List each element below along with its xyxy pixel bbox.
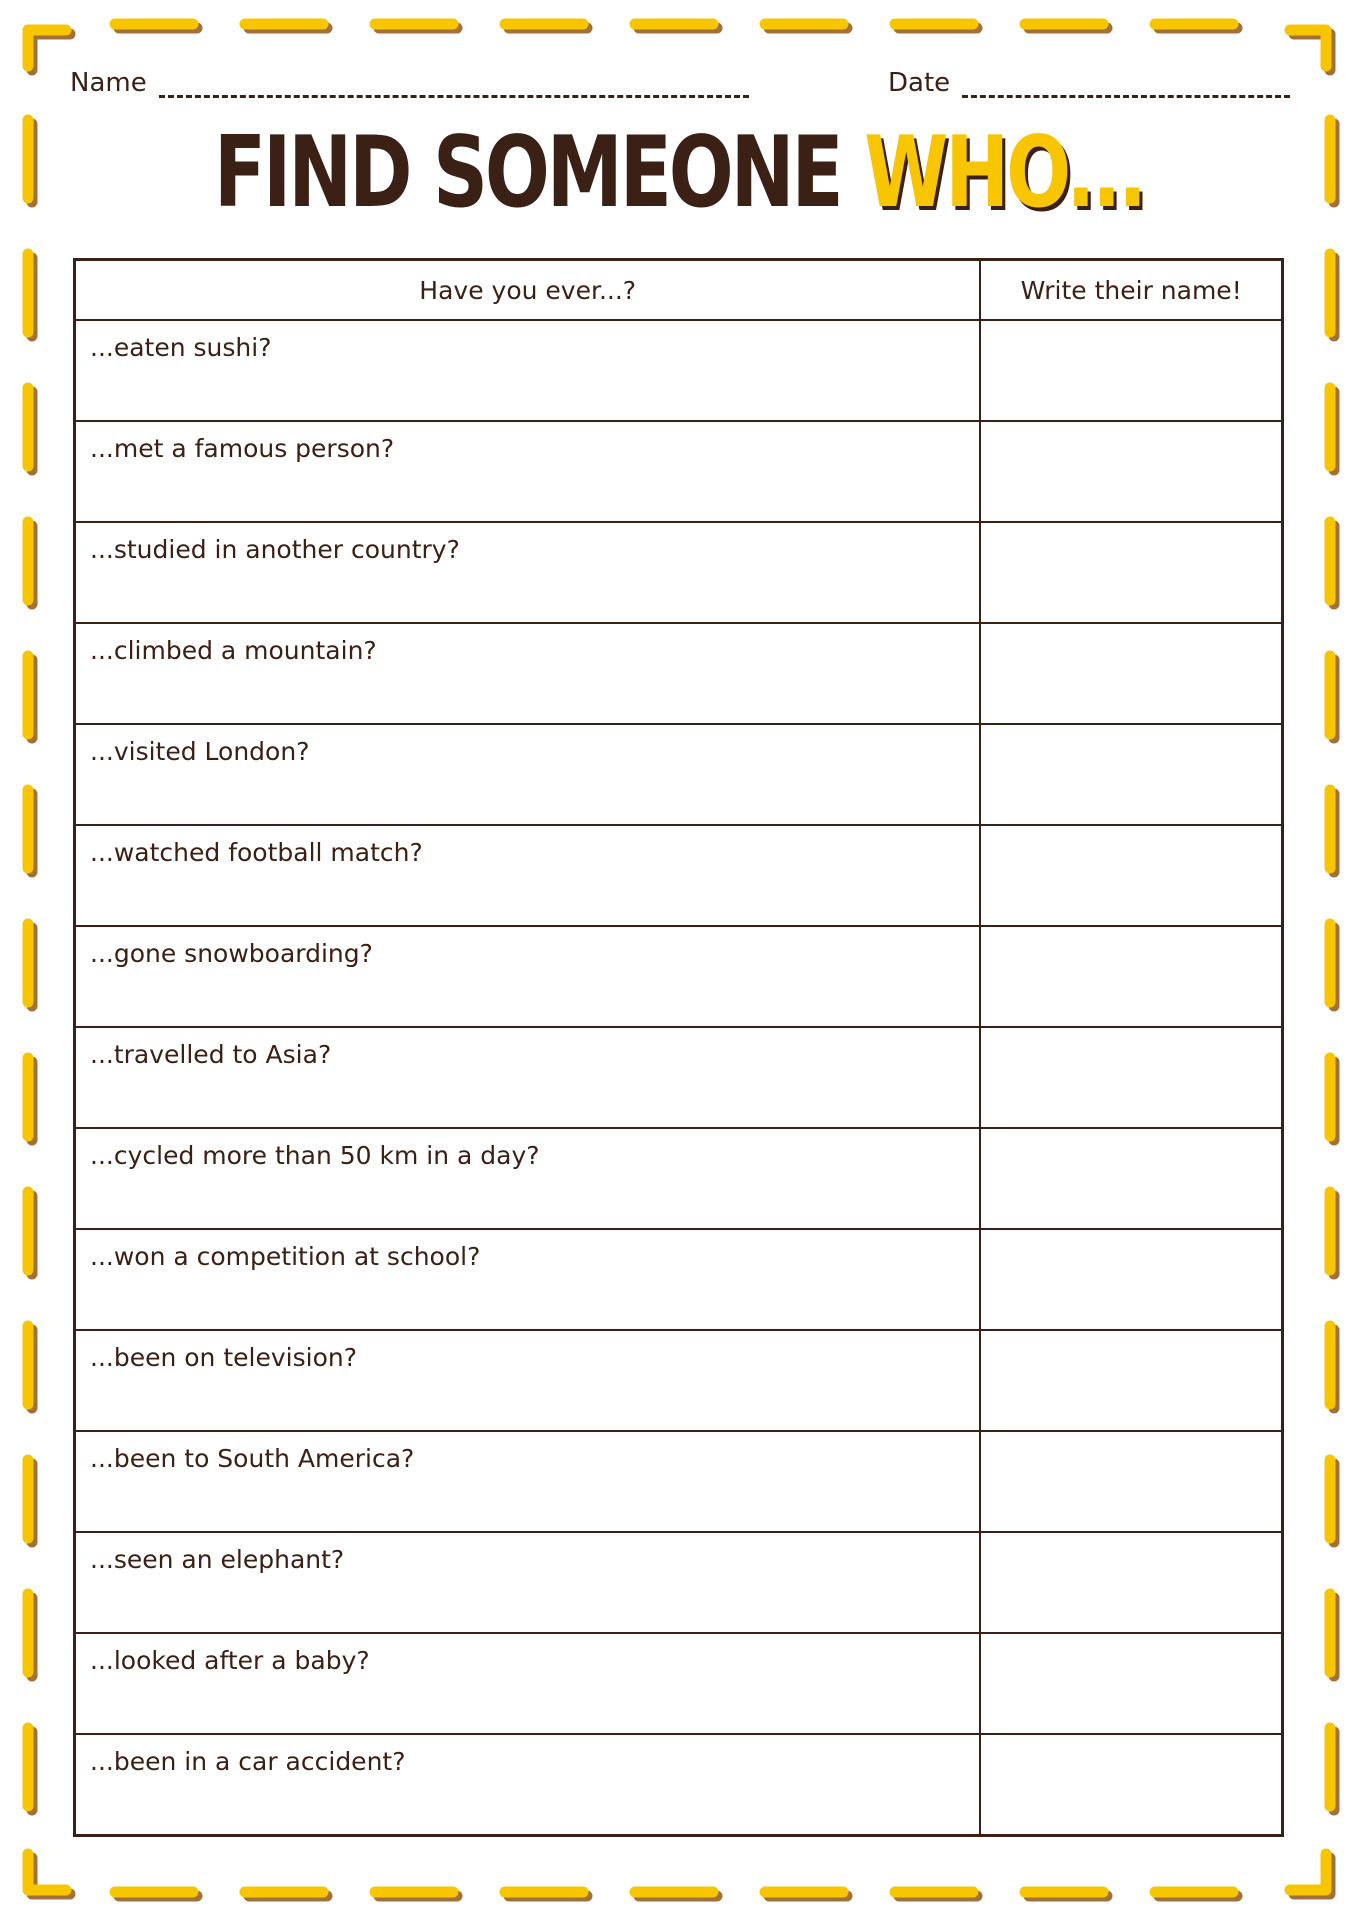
question-text: ...gone snowboarding? [90,939,373,968]
table-row [75,421,1283,522]
date-label: Date [888,68,951,98]
name-answer-cell[interactable] [980,926,1282,1027]
table-row [75,623,1283,724]
table-row [75,1633,1283,1734]
question-text: ...visited London? [90,737,310,766]
question-cell [75,320,981,421]
name-answer-cell[interactable] [980,1027,1282,1128]
date-field[interactable] [888,68,1290,98]
table-row [75,926,1283,1027]
question-cell [75,1633,981,1734]
title-accent-text: WHO... [864,116,1145,230]
table-header-row [75,260,1283,321]
question-cell [75,1128,981,1229]
question-cell [75,421,981,522]
question-cell [75,1027,981,1128]
table-row [75,1734,1283,1836]
page-title [149,118,1208,228]
question-text: ...cycled more than 50 km in a day? [90,1141,540,1170]
question-text: ...watched football match? [90,838,423,867]
question-cell [75,1532,981,1633]
table-row [75,522,1283,623]
table-row [75,320,1283,421]
name-field[interactable] [70,68,749,98]
table-row [75,1027,1283,1128]
question-text: ...studied in another country? [90,535,460,564]
question-text: ...been in a car accident? [90,1747,406,1776]
question-text: ...met a famous person? [90,434,395,463]
name-answer-cell[interactable] [980,623,1282,724]
question-text: ...won a competition at school? [90,1242,481,1271]
name-answer-cell[interactable] [980,1128,1282,1229]
find-someone-table [73,258,1284,1837]
title-main-text: FIND SOMEONE [213,116,865,230]
name-answer-cell[interactable] [980,1330,1282,1431]
name-label: Name [70,68,147,98]
name-answer-cell[interactable] [980,320,1282,421]
question-text: ...travelled to Asia? [90,1040,332,1069]
name-column-header: Write their name! [980,260,1282,321]
name-answer-cell[interactable] [980,724,1282,825]
name-answer-cell[interactable] [980,1532,1282,1633]
name-answer-cell[interactable] [980,1229,1282,1330]
name-answer-cell[interactable] [980,1431,1282,1532]
question-text: ...seen an elephant? [90,1545,345,1574]
question-cell [75,1229,981,1330]
question-cell [75,825,981,926]
table-row [75,1128,1283,1229]
table-row [75,1532,1283,1633]
question-text: ...climbed a mountain? [90,636,377,665]
question-text: ...been on television? [90,1343,357,1372]
table-row [75,1330,1283,1431]
name-answer-cell[interactable] [980,522,1282,623]
question-cell [75,1431,981,1532]
question-text: ...eaten sushi? [90,333,272,362]
name-answer-cell[interactable] [980,825,1282,926]
question-cell [75,1330,981,1431]
name-answer-cell[interactable] [980,1633,1282,1734]
question-cell [75,724,981,825]
question-cell [75,926,981,1027]
table-row [75,1431,1283,1532]
name-answer-cell[interactable] [980,421,1282,522]
name-blank-line[interactable] [159,73,749,98]
question-text: ...looked after a baby? [90,1646,370,1675]
table-row [75,724,1283,825]
table-body [75,320,1283,1836]
question-column-header: Have you ever...? [75,260,981,321]
table-row [75,1229,1283,1330]
question-cell [75,1734,981,1836]
name-answer-cell[interactable] [980,1734,1282,1836]
question-cell [75,623,981,724]
date-blank-line[interactable] [962,73,1290,98]
question-cell [75,522,981,623]
question-text: ...been to South America? [90,1444,415,1473]
table-row [75,825,1283,926]
